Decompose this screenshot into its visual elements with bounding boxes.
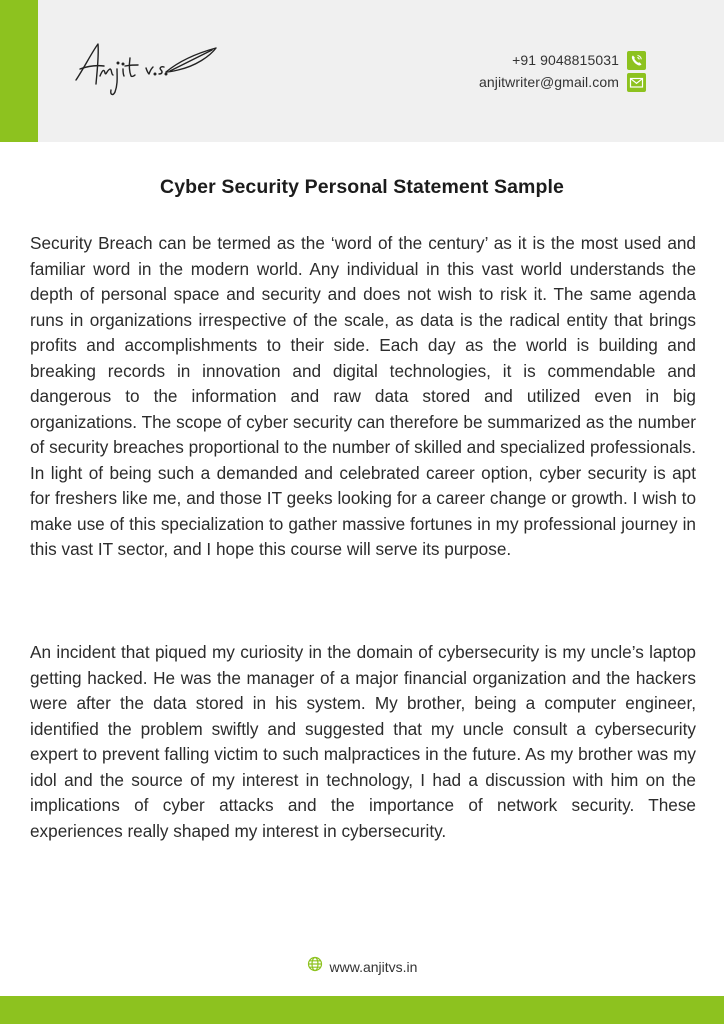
envelope-icon — [627, 73, 646, 92]
phone-icon — [627, 51, 646, 70]
email-address[interactable]: anjitwriter@gmail.com — [478, 74, 619, 90]
website-footer — [0, 956, 724, 977]
document-title: Cyber Security Personal Statement Sample — [160, 176, 564, 198]
website-link[interactable]: www.anjitvs.in — [329, 958, 418, 975]
phone-number[interactable]: +91 9048815031 — [512, 52, 619, 68]
paragraph-2: An incident that piqued my curiosity in the domain of cybersecurity is my uncle’s laptop getting hacked. He was the manager of a major financial organization and the hackers were after the data stored in his system. My brother, being a computer engineer, identified the problem swiftly and suggested that my uncle consult a cybersecurity expert to prevent falling victim to such malpractices in the future. As my brother was my idol and the source of my interest in technology, I had a discussion with him on the implications of cyber attacks and the importance of network security. These experiences really shaped my interest in cybersecurity. — [30, 642, 696, 841]
email-row — [479, 71, 646, 93]
paragraph-1: Security Breach can be termed as the ‘word of the century’ as it is the most used and familiar word in the modern world. Any individual in this vast world understands the depth of personal space and security and does not wish to risk it. The same agenda runs in organizations irrespective of the scale, as data is the radical entity that brings profits and accomplishments to their side. Each day as the world is building and breaking records in innovation and digital technologies, it is commendable and dangerous to the information and raw data stored and utilized even in big organizations. The scope of cyber security can therefore be summarized as the number of security breaches proportional to the number of skilled and specialized professionals. In light of being such a demanded and celebrated career option, cyber security is apt for freshers like me, and those IT geeks looking for a career change or growth. I wish to make use of this specialization to gather massive fortunes in my professional journey in this vast IT sector, and I hope this course will serve its purpose. — [30, 233, 696, 559]
signature-logo — [70, 38, 220, 100]
footer-bar — [0, 996, 724, 1024]
phone-row — [479, 49, 646, 71]
accent-stripe — [0, 0, 38, 142]
globe-icon — [307, 956, 323, 977]
contact-block — [479, 49, 646, 93]
